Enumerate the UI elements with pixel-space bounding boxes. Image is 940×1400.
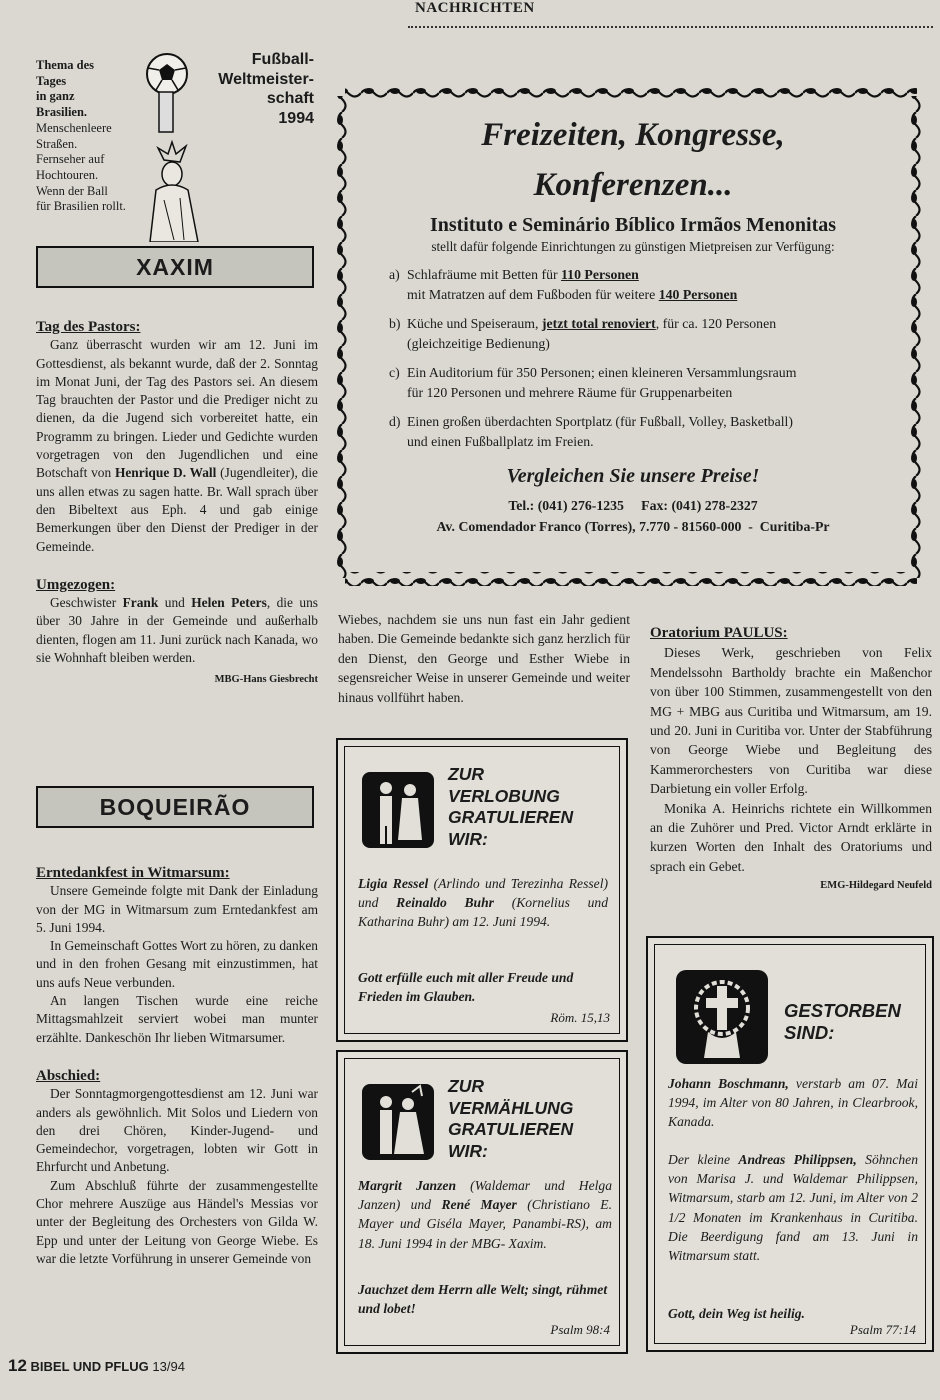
page-footer	[8, 1356, 185, 1376]
engagement-announcement-card	[336, 738, 628, 1042]
ad-slogan: Vergleichen Sie unsere Preise!	[506, 465, 760, 487]
umgezogen-text: Geschwister Frank und Helen Peters, die uns über 30 Jahre in der Gemeinde und außerhalb dienten, flogen am 11. Juni zurück nach Kanada, wo sie Wohnhaft bleiben werden.	[36, 595, 318, 666]
obituary-verse: Psalm 77:14	[849, 1322, 916, 1337]
obituary-entry: Johann Boschmann, verstarb am 07. Mai 1994, im Alter von 80 Jahren, in Clearbrook, Kanada.	[668, 1076, 919, 1130]
obituary-entry: Der kleine Andreas Philippsen, Söhnchen von Marisa J. und Waldemar Philippsen, Witmarsum, starb am 12. Juni, im Alter von 2 1/2 Monaten im Krankenhaus in Curitiba. Die Beerdigung fand am 13. Juni in Witmarsum statt.	[668, 1152, 919, 1264]
person-name: Helen Peters	[191, 595, 267, 611]
person-name: Henrique D. Wall	[114, 465, 217, 481]
wedding-couple-icon	[360, 1082, 436, 1162]
author-byline: MBG-Hans Giesbrecht	[214, 674, 318, 686]
thema-line: in ganz	[36, 89, 75, 104]
boqueirao-section-label: BOQUEIRÃO	[36, 786, 314, 828]
person-name: Margrit Janzen	[358, 1178, 457, 1193]
person-name: Johann Boschmann,	[668, 1076, 789, 1091]
advertisement-box	[335, 86, 927, 588]
ad-item-b: b) Küche und Speiseraum, jetzt total renoviert, für ca. 120 Personen (gleichzeitige Bedienung)	[389, 316, 777, 351]
worldcup-heading	[188, 50, 314, 128]
person-name: Frank	[122, 595, 159, 611]
engaged-couple-icon	[360, 770, 436, 850]
magazine-name: BIBEL UND PFLUG	[30, 1359, 149, 1374]
thema-line: für Brasilien rollt.	[36, 199, 126, 214]
ad-subtitle: stellt dafür folgende Einrichtungen zu günstigen Mietpreisen zur Verfügung:	[431, 239, 835, 254]
thema-line: Thema des	[36, 58, 94, 72]
erntedankfest-heading: Erntedankfest in Witmarsum:	[36, 865, 230, 881]
issue-number: 13/94	[152, 1359, 185, 1374]
ad-title-line: Konferenzen...	[533, 167, 733, 203]
header-rule	[408, 26, 933, 28]
ad-item-c: c) Ein Auditorium für 350 Personen; einen kleineren Versammlungsraum für 120 Personen und mehrere Räume für Gruppenarbeiten	[389, 365, 797, 400]
worldcup-line: Fußball-	[251, 51, 314, 68]
person-name: Ligia Ressel	[358, 876, 429, 891]
author-byline: EMG-Hildegard Neufeld	[820, 880, 932, 892]
wedding-names: Margrit Janzen (Waldemar und Helga Janzen) und René Mayer (Christiano E. Mayer und Giséla Mayer, Panambi-RS), am 18. Juni 1994 in der MBG- Xaxim.	[358, 1178, 612, 1251]
engagement-title: ZUR VERLOBUNG GRATULIEREN WIR:	[448, 764, 574, 849]
abschied-heading: Abschied:	[36, 1067, 101, 1084]
worldcup-line: 1994	[278, 109, 314, 127]
thema-caption	[36, 58, 148, 215]
ad-title-line: Freizeiten, Kongresse,	[481, 117, 785, 153]
thema-line: Brasilien.	[36, 105, 88, 120]
thema-line: Tages	[36, 73, 67, 88]
advertisement-content	[369, 110, 897, 536]
engagement-blessing: Gott erfülle euch mit aller Freude und Frieden im Glauben.	[358, 970, 574, 1005]
umgezogen-heading: Umgezogen:	[36, 576, 116, 593]
obituary-blessing: Gott, dein Weg ist heilig.	[668, 1306, 805, 1321]
wedding-title: ZUR VERMÄHLUNG GRATULIEREN WIR:	[448, 1076, 574, 1161]
erntedankfest-paragraph: An langen Tischen wurde eine reiche Mittagsmahlzeit serviert wobei man munter erzählte. Dankeschön Ihr lieben Witmarsumer.	[36, 993, 318, 1045]
erntedankfest-paragraph: Unsere Gemeinde folgte mit Dank der Einladung von der MG in Witmarsum zum Erntedankfest am 5. Juni 1994.	[36, 883, 318, 935]
thema-line: Wenn der Ball	[36, 183, 108, 198]
thema-line: Menschenleere	[36, 120, 112, 135]
oratorium-paragraph: Monika A. Heinrichs richtete ein Willkommen an die Zuhörer und Pred. Victor Arndt erklärte in kurzen Worten den Inhalt des Oratoriums und sprach ein Gebet.	[650, 800, 932, 874]
person-name: Andreas Philippsen,	[738, 1152, 857, 1167]
engagement-verse: Röm. 15,13	[550, 1010, 610, 1025]
erntedankfest-paragraph: In Gemeinschaft Gottes Wort zu hören, zu danken und in den frohen Gesang mit einzustimmen, hat uns aufs Neue verbunden.	[36, 938, 318, 990]
thema-line: Fernseher auf	[36, 152, 105, 167]
worldcup-line: Weltmeister-	[218, 70, 314, 88]
wedding-blessing: Jauchzet dem Herrn alle Welt; singt, rühmet und lobet!	[358, 1282, 608, 1317]
cross-wreath-icon	[674, 968, 770, 1066]
oratorium-paragraph: Dieses Werk, geschrieben von Felix Mendelssohn Bartholdy brachte ein Maßenchor von über 100 Stimmen, zusammengestellt von den MG + MBG aus Curitiba und Witmarsum, am 19. und 20. Juni in Curitiba vor. Unter der Stabführung von George Wiebe und Begleitung des Kammerorchesters von Curitiba war diese Darbietung ein voller Erfolg.	[650, 645, 932, 797]
tag-des-pastors-text: Ganz überrascht wurden wir am 12. Juni im Gottesdienst, als bekannt wurde, daß der 2. Sonntag im Monat Juni, der Tag des Pastors sei. An diesem Tag brauchten der Pastor und die Prediger nicht zu dienen, da die Jugend sich vorbereitet hatte, ein Programm zu bringen. Lieder und Gedichte wurden vorgetragen von den Jugendlichen und eine Botschaft von Henrique D. Wall (Jugendleiter), die uns allen etwas zu sagen hatte. Br. Wall sprach über den Bibeltext aus Eph. 4 und gab einige Bemerkungen über den Dienst der Prediger in der Gemeinde.	[36, 337, 318, 554]
wiebe-continuation-text: Wiebes, nachdem sie uns nun fast ein Jahr gedient haben. Die Gemeinde bedankte sich ganz herzlich für den Dienst, den George und Esther Wiebe in segensreicher Weise in unserer Gemeinde und weiter hinaus vollführt haben.	[338, 612, 630, 705]
ad-phone: Tel.: (041) 276-1235 Fax: (041) 278-2327	[508, 498, 758, 513]
ad-item-a: a) Schlafräume mit Betten für 110 Personen mit Matratzen auf dem Fußboden für weitere 140 Personen	[389, 267, 738, 302]
person-name: Reinaldo Buhr	[396, 895, 494, 911]
oratorium-heading: Oratorium PAULUS:	[650, 625, 788, 641]
oratorium-article	[650, 624, 932, 896]
abschied-paragraph: Zum Abschluß führte der zusammengestellte Chor mehrere Auszüge aus Händel's Messias vor unter der Begleitung des Orchesters von Gilda W. Epp und unter der Leitung von George Wiebe. Es war die letzte Vorführung in unserer Gemeinde von	[36, 1177, 318, 1266]
thema-line: Straßen.	[36, 136, 78, 151]
page-number: 12	[8, 1356, 27, 1375]
wedding-verse: Psalm 98:4	[550, 1322, 610, 1337]
obituary-card	[646, 936, 934, 1352]
boqueirao-column	[36, 864, 318, 1268]
ad-item-d: d) Einen großen überdachten Sportplatz (für Fußball, Volley, Basketball) und einen Fußballplatz im Freien.	[389, 414, 793, 449]
ad-address: Av. Comendador Franco (Torres), 7.770 - 81560-000 - Curitiba-Pr	[436, 519, 830, 534]
abschied-paragraph: Der Sonntagmorgengottesdienst am 12. Juni war anders als gewöhnlich. Mit Solos und Liedern von den drei Chören, Kinder-Jugend- und Gemeindechor, vorgetragen, lobten wir Gott in Ehrfurcht und Anbetung.	[36, 1086, 318, 1175]
worldcup-line: schaft	[266, 90, 314, 107]
thema-line: Hochtouren.	[36, 167, 99, 182]
institute-name: Instituto e Seminário Bíblico Irmãos Menonitas	[429, 214, 837, 236]
xaxim-column	[36, 318, 318, 690]
section-header: NACHRICHTEN	[415, 0, 535, 16]
person-name: René Mayer	[441, 1197, 517, 1213]
tag-des-pastors-heading: Tag des Pastors:	[36, 319, 141, 335]
engagement-names: Ligia Ressel (Arlindo und Terezinha Ressel) und Reinaldo Buhr (Kornelius und Katharina Buhr) am 12. Juni 1994.	[358, 876, 608, 930]
wedding-announcement-card	[336, 1050, 628, 1354]
xaxim-section-label: XAXIM	[36, 246, 314, 288]
obituary-title: GESTORBEN SIND:	[784, 1000, 901, 1043]
